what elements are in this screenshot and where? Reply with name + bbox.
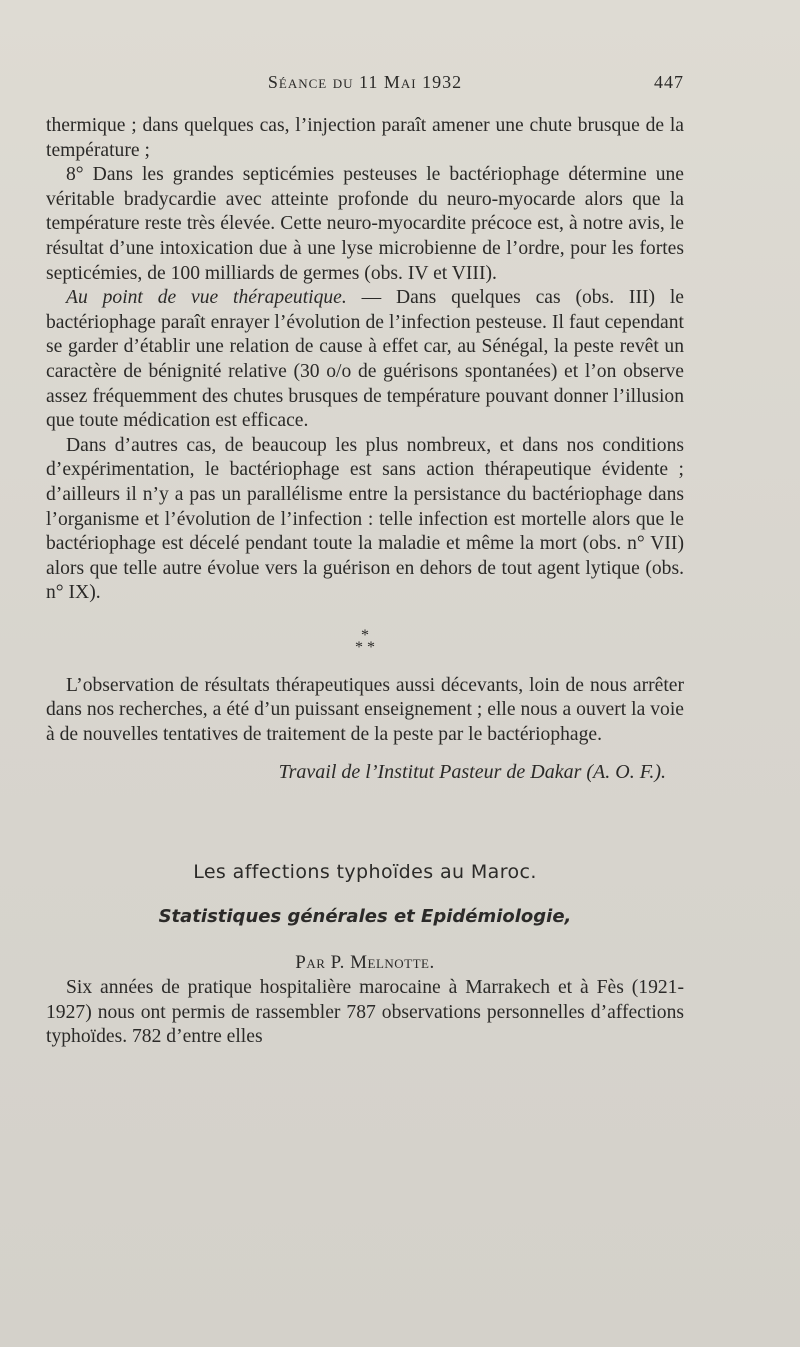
article-title: Les affections typhoïdes au Maroc.	[193, 861, 537, 884]
paragraph-4: Dans d’autres cas, de beaucoup les plus nombreux, et dans nos conditions d’expérimentation, le bactériophage est sans action thérapeutique évidente ; d’ailleurs il n’y a pas un parallélisme entre la persistance du bactériophage dans l’organisme et l’évolution de l’infection : telle infection est mortelle alors que le bactériophage est décelé pendant toute la maladie et même la mort (obs. n° VII) alors que telle autre évolue vers la guérison en dehors de tout agent lytique (obs. n° IX).	[46, 434, 684, 604]
paragraph-3-text: — Dans quelques cas (obs. III) le bactériophage paraît enrayer l’évolution de l’infection pesteuse. Il faut cependant se garder d’établir une relation de cause à effet car, au Sénégal, la peste revêt un caractère de bénignité relative (30 o/o de guérisons spontanées) et l’on observe assez fréquemment des chutes brusques de température pouvant donner l’illusion que toute médication est efficace.	[46, 287, 684, 432]
paragraph-3-heading: Au point de vue thérapeutique.	[66, 287, 347, 309]
institution-credit: Travail de l’Institut Pasteur de Dakar (A. O. F.).	[278, 760, 666, 783]
article-author: Par P. Melnotte.	[295, 952, 435, 974]
body-text	[46, 114, 684, 1050]
running-head	[46, 72, 684, 102]
paragraph-3	[46, 286, 684, 434]
article-intro-paragraph: Six années de pratique hospitalière marocaine à Marrakech et à Fès (1921-1927) nous ont permis de rassembler 787 observations personnelles d’affections typhoïdes. 782 d’entre elles	[46, 977, 684, 1048]
paragraph-5: L’observation de résultats thérapeutiques aussi décevants, loin de nous arrêter dans nos recherches, a été d’un puissant enseignement ; elle nous a ouvert la voie à de nouvelles tentatives de traitement de la peste par le bactériophage.	[46, 674, 684, 746]
running-title: Séance du 11 Mai 1932	[267, 72, 463, 92]
separator-star-top: *	[361, 626, 369, 644]
page-number: 447	[654, 72, 684, 92]
section-separator	[46, 626, 684, 656]
paragraph-1: thermique ; dans quelques cas, l’injection paraît amener une chute brusque de la température ;	[46, 115, 684, 161]
separator-star-bottom: * *	[355, 638, 375, 656]
paragraph-2: 8° Dans les grandes septicémies pesteuses le bactériophage détermine une véritable bradycardie avec atteinte profonde du neuro-myocarde alors que la température reste très élevée. Cette neuro-myocardite précoce est, à notre avis, le résultat d’une intoxication due à une lyse microbienne de l’ordre, pour les fortes septicémies, de 100 milliards de germes (obs. IV et VIII).	[46, 164, 684, 284]
article-subtitle: Statistiques générales et Epidémiologie,	[158, 905, 572, 927]
